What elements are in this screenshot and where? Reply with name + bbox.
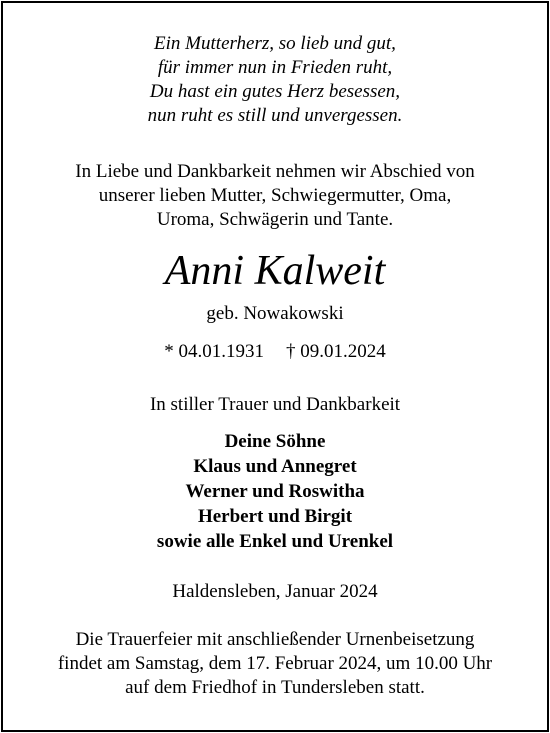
poem-line: Du hast ein gutes Herz besessen,	[149, 81, 401, 102]
service-line: Die Trauerfeier mit anschließender Urnenbeisetzung	[75, 629, 475, 650]
intro-line: Uroma, Schwägerin und Tante.	[156, 209, 394, 230]
birth-date: * 04.01.1931	[164, 341, 264, 362]
mourner-line: Deine Söhne	[224, 431, 326, 452]
intro-line: unserer lieben Mutter, Schwiegermutter, Oma,	[98, 185, 452, 206]
service-line: findet am Samstag, dem 17. Februar 2024, um 10.00 Uhr	[57, 653, 493, 674]
death-date: † 09.01.2024	[286, 341, 386, 362]
birth-name: geb. Nowakowski	[206, 303, 344, 324]
mourner-line: Herbert und Birgit	[197, 506, 353, 527]
deceased-name: Anni Kalweit	[164, 248, 386, 294]
mourning-line: In stiller Trauer und Dankbarkeit	[149, 394, 401, 415]
life-dates	[0, 340, 550, 364]
poem-line: nun ruht es still und unvergessen.	[147, 105, 403, 126]
mourner-line: Werner und Roswitha	[185, 481, 365, 502]
place-date: Haldensleben, Januar 2024	[172, 581, 378, 602]
poem-line: Ein Mutterherz, so lieb und gut,	[154, 33, 396, 54]
service-line: auf dem Friedhof in Tundersleben statt.	[125, 677, 425, 698]
mourner-line: sowie alle Enkel und Urenkel	[156, 531, 394, 552]
mourner-line: Klaus und Annegret	[193, 456, 357, 477]
poem-line: für immer nun in Frieden ruht,	[157, 57, 393, 78]
intro-line: In Liebe und Dankbarkeit nehmen wir Abschied von	[75, 161, 475, 182]
